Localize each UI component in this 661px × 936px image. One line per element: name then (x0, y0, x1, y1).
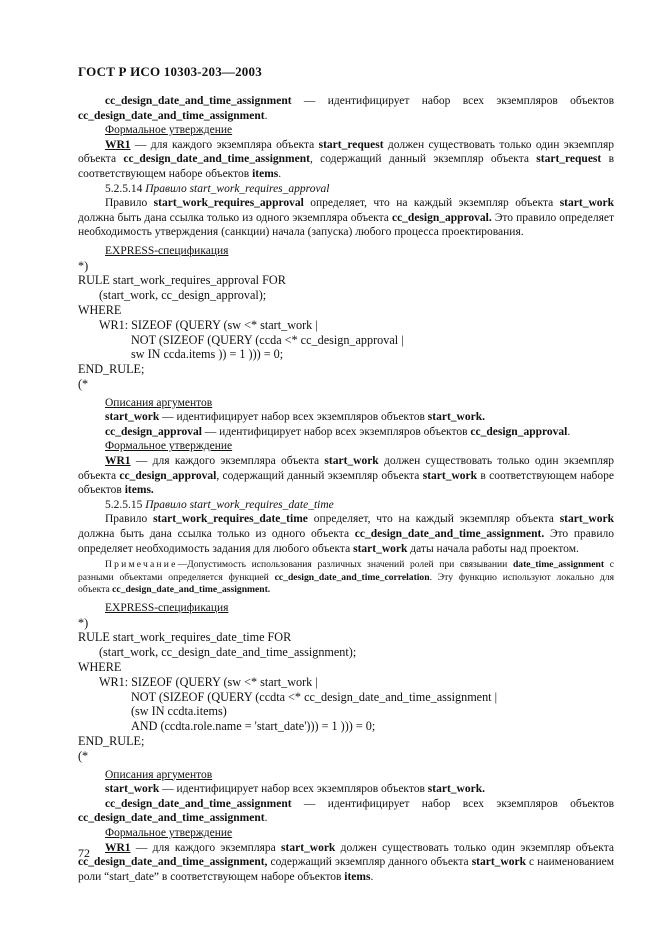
term: start_work. (427, 411, 485, 424)
term: start_work. (427, 783, 485, 796)
text-run: . (370, 870, 374, 883)
heading-text: EXPRESS-спецификация (105, 244, 229, 257)
clause-number: 5.2.5.14 (105, 182, 146, 195)
term: items. (124, 484, 154, 497)
term: WR1 (105, 841, 131, 854)
section-heading (78, 601, 614, 616)
clause-title: Правило start_work_requires_date_time (145, 498, 334, 511)
term: start_work (422, 469, 478, 482)
heading-text: EXPRESS-спецификация (105, 602, 229, 615)
note (78, 559, 614, 597)
term: cc_design_date_and_time_assignment (123, 153, 310, 166)
text-run: даты начала работы над проектом. (407, 542, 579, 555)
code-line: RULE start_work_requires_date_time FOR (78, 630, 292, 645)
section-heading (78, 123, 614, 138)
text-run: , содержащий данный экземпляр объекта (216, 469, 423, 482)
code-line: END_RULE; (78, 362, 145, 377)
code-line: (start_work, cc_design_approval); (99, 288, 267, 303)
paragraph (78, 94, 614, 123)
term: cc_design_date_and_time_assignment (78, 812, 265, 825)
code-line: *) (78, 615, 89, 630)
heading-text: Формальное утверждение (105, 124, 233, 137)
text-run: . (264, 812, 268, 825)
heading-text: Описания аргументов (105, 396, 213, 409)
paragraph (78, 410, 614, 425)
text-run: — идентифицирует набор всех экземпляров объектов (201, 425, 471, 438)
term: start_work_requires_approval (153, 197, 304, 210)
term: start_work (559, 197, 614, 210)
text-run: должен существовать только один экземпляр объекта (78, 138, 615, 166)
heading-text: Описания аргументов (105, 768, 213, 781)
term: items (252, 167, 279, 180)
text-run: , содержащий данный экземпляр объекта (309, 153, 537, 166)
code-line: (start_work, cc_design_date_and_time_assignment); (99, 645, 357, 660)
term: cc_design_date_and_time_assignment, (78, 856, 268, 869)
text-run: Правило (105, 513, 154, 526)
term: cc_design_date_and_time_assignment. (354, 528, 545, 541)
text-run: — идентифицирует набор всех экземпляров объектов (291, 95, 614, 107)
text-run: — для каждого экземпляра объекта (130, 138, 319, 151)
code-line: RULE start_work_requires_approval FOR (78, 273, 286, 288)
text-run: . (264, 109, 268, 122)
clause-heading (78, 182, 614, 197)
term: start_work (471, 856, 526, 869)
term: start_request (536, 153, 602, 166)
text-run: определяет, что на каждый экземпляр объекта (307, 513, 560, 526)
paragraph (78, 454, 614, 498)
term: cc_design_date_and_time_assignment (105, 797, 292, 810)
paragraph (78, 196, 614, 240)
code-line: (* (78, 748, 89, 763)
section-heading (78, 826, 614, 841)
term: start_work_requires_date_time (153, 513, 308, 526)
code-line: NOT (SIZEOF (QUERY (ccdta <* cc_design_date_and_time_assignment | (131, 689, 498, 704)
term: cc_design_approval (105, 425, 202, 438)
clause-heading (78, 498, 614, 513)
text-run: содержащий экземпляр данного объекта (267, 856, 472, 869)
text-run: должен существовать только один экземпляр объекта (78, 455, 615, 482)
code-line: END_RULE; (78, 733, 145, 748)
heading-text: Формальное утверждение (105, 440, 233, 453)
heading-text: Формальное утверждение (105, 826, 233, 839)
page-header: ГОСТ Р ИСО 10303-203—2003 (78, 64, 262, 79)
term: cc_design_date_and_time_assignment (78, 109, 265, 122)
code-line: AND (ccdta.role.name = 'start_date'))) = 1 ))) = 0; (131, 719, 376, 734)
code-line: WHERE (78, 302, 122, 317)
paragraph (78, 841, 614, 885)
term: cc_design_approval (470, 425, 568, 438)
express-code-block (78, 616, 614, 764)
section-heading (78, 768, 614, 783)
text-run: — для каждого экземпляра объекта (130, 455, 325, 468)
text-run: Правило (105, 197, 154, 210)
code-line: WR1: SIZEOF (QUERY (sw <* start_work | (99, 317, 318, 332)
paragraph (78, 797, 614, 826)
term: date_time_assignment (512, 559, 605, 571)
term: start_request (318, 138, 384, 151)
term: start_work (105, 783, 160, 796)
term: start_work (105, 411, 160, 424)
paragraph (78, 782, 614, 797)
page-number: 72 (78, 846, 90, 860)
code-line: WHERE (78, 660, 122, 674)
text-run: в соответствующем наборе объектов (78, 153, 614, 180)
term: cc_design_date_and_time_correlation (274, 571, 430, 583)
text-run: в соответствующем наборе объектов (78, 469, 615, 497)
text-run: . Эту функцию используют локально для объекта (78, 571, 614, 596)
text-run: — идентифицирует набор всех экземпляров объектов (159, 783, 428, 796)
paragraph (78, 138, 614, 182)
term: start_work (281, 841, 336, 854)
text-run: должна быть дана ссылка только из одного экземпляра объекта (78, 211, 392, 224)
code-line: NOT (SIZEOF (QUERY (ccda <* cc_design_approval | (131, 332, 404, 347)
text-run: . (278, 167, 282, 180)
section-heading (78, 244, 614, 259)
term: cc_design_approval. (391, 211, 492, 224)
term: WR1 (105, 138, 131, 151)
note-label: Примечание (105, 559, 178, 571)
section-heading (78, 396, 614, 411)
text-run: — идентифицирует набор всех экземпляров объектов (159, 411, 428, 424)
text-run: Это правило определяет необходимость утверждения (санкции) начала (запуска) любого процесса проектирования. (78, 211, 614, 239)
text-run: должен существовать только один экземпляр объекта (335, 841, 614, 854)
term: start_work (559, 513, 614, 526)
term: start_work (324, 455, 379, 468)
section-heading (78, 439, 614, 454)
term: cc_design_approval (119, 469, 217, 482)
code-line: WR1: SIZEOF (QUERY (sw <* start_work | (99, 674, 318, 689)
text-run: — идентифицирует набор всех экземпляров объектов (291, 797, 614, 810)
paragraph (78, 512, 614, 556)
text-run: —Допустимость использования различных значений ролей при связывании (177, 559, 513, 571)
text-run: с разными объектами определяется функцией (78, 559, 614, 583)
express-code-block (78, 259, 614, 392)
term: cc_design_date_and_time_assignment. (112, 584, 271, 596)
code-line: sw IN ccda.items )) = 1 ))) = 0; (131, 347, 284, 362)
page-body (78, 94, 614, 884)
paragraph (78, 425, 614, 440)
clause-number: 5.2.5.15 (105, 498, 146, 511)
code-line: *) (78, 258, 89, 273)
term: cc_design_date_and_time_assignment (105, 95, 292, 107)
text-run: . (567, 425, 571, 438)
term: items (344, 870, 371, 883)
term: start_work (353, 542, 408, 555)
text-run: определяет, что на каждый экземпляр объекта (303, 197, 560, 210)
term: WR1 (105, 455, 131, 468)
text-run: Это правило определяет необходимость задания для любого объекта (78, 528, 614, 555)
clause-title: Правило start_work_requires_approval (145, 182, 330, 195)
text-run: — для каждого экземпляра (130, 841, 282, 854)
code-line: (sw IN ccdta.items) (131, 704, 227, 719)
code-line: (* (78, 376, 89, 391)
text-run: должна быть дана ссылка только из одного объекта (78, 528, 355, 541)
text-run: с наименованием роли “start_date” в соответствующем наборе объектов (78, 856, 614, 883)
